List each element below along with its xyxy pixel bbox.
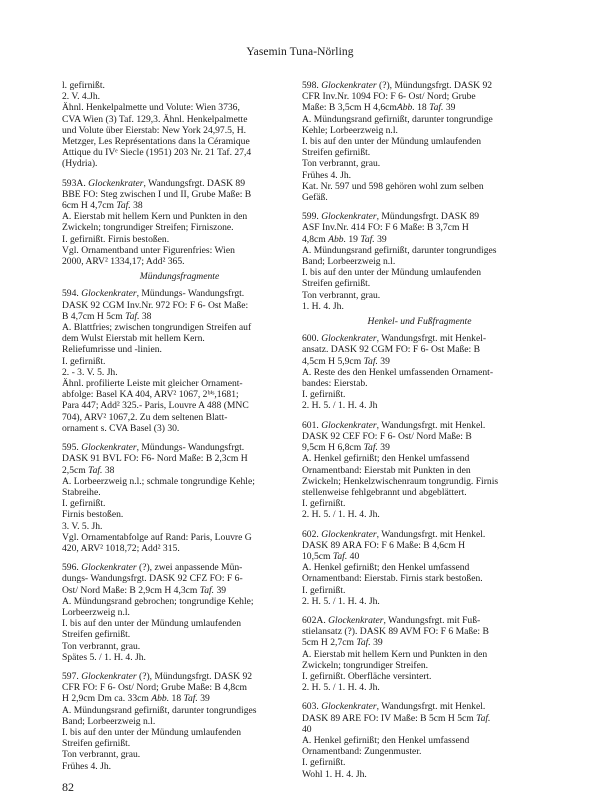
text-segment: Streifen gefirnißt. (62, 738, 131, 750)
text-line (62, 200, 297, 211)
text-segment: 602. (302, 528, 322, 540)
text-segment: ASF Inv.Nr. 414 FO: F 6 Maße: B 3,7cm H (302, 222, 469, 234)
text-line (302, 540, 537, 551)
text-segment: 2. H. 5. / 1. H. 4. Jh. (302, 682, 380, 694)
text-line (62, 749, 297, 760)
italic-term: Glockenkrater (321, 333, 377, 345)
text-segment: I. gefirnißt. (302, 584, 346, 596)
text-segment: I. gefirnißt. (302, 498, 346, 510)
text-line (62, 378, 297, 389)
text-line (302, 222, 537, 233)
text-line (302, 234, 537, 245)
italic-term: Glockenkrater (321, 419, 377, 431)
italic-term: Taf. (360, 233, 375, 245)
text-segment: 597. (62, 670, 82, 682)
text-segment: Ornamentband: Eierstab. Firnis stark bestoßen. (302, 573, 483, 585)
text-segment: 10,5cm (302, 550, 333, 562)
text-segment: Gefäß. (302, 192, 328, 204)
text-segment: 6cm H 4,7cm (62, 200, 117, 212)
text-segment: Spätes 5. / 1. H. 4. Jh. (62, 651, 146, 663)
text-line (62, 671, 297, 682)
italic-term: Taf. (183, 693, 198, 705)
text-segment: 596. (62, 562, 82, 574)
text-segment: 40 (302, 723, 312, 735)
text-segment: 38 (130, 200, 143, 212)
text-line (62, 738, 297, 749)
entry-gap (302, 203, 537, 211)
text-segment: CFR FO: F 6- Ost/ Nord; Grube Maße: B 4,8cm (62, 682, 247, 694)
text-segment: 18 (414, 102, 430, 114)
text-line (302, 465, 537, 476)
text-line (302, 278, 537, 289)
entry-gap (62, 554, 297, 562)
text-segment: I. gefirnißt. (302, 757, 346, 769)
text-segment: I. gefirnißt. (302, 389, 346, 401)
text-segment: 39 (377, 442, 390, 454)
text-segment: A. Henkel gefirnißt; den Henkel umfassend (302, 453, 470, 465)
text-line (302, 136, 537, 147)
text-line (62, 509, 297, 520)
text-line (62, 442, 297, 453)
italic-term: Glockenkrater (321, 701, 377, 713)
text-segment: BBE FO: Steg zwischen I und II, Grube Maße: B (62, 188, 252, 200)
text-segment: , Wandungsfrgt. mit Henkel- (376, 333, 487, 345)
text-segment: Streifen gefirnißt. (302, 278, 371, 290)
italic-term: Taf. (356, 637, 371, 649)
text-segment: Metzger, Les Représentations dans la Céramique (62, 136, 250, 148)
italic-term: Abb. (151, 693, 170, 705)
text-segment: Ost/ Nord Maße: B 2,9cm H 4,3cm (62, 584, 200, 596)
text-segment: Frühes 4. Jh. (302, 169, 352, 181)
text-line (62, 288, 297, 299)
text-line (302, 757, 537, 768)
italic-term: Glockenkrater (81, 670, 137, 682)
text-segment: 600. (302, 333, 322, 345)
text-line (302, 442, 537, 453)
text-segment: DASK 89 ARE FO: IV Maße: B 5cm H 5cm (302, 712, 477, 724)
text-segment: 39 (443, 102, 456, 114)
text-line (62, 114, 297, 125)
text-line (62, 311, 297, 322)
text-line (302, 256, 537, 267)
text-segment: A. Eierstab mit hellem Kern und Punkten in den (302, 648, 488, 660)
text-segment: 1. H. 4. Jh. (302, 300, 344, 312)
text-line (62, 322, 297, 333)
text-segment: Attique du IVᵉ Siecle (1951) 203 Nr. 21 Taf. 27,4 (62, 147, 252, 159)
text-segment: Firnis bestoßen. (62, 509, 124, 521)
text-segment: I. gefirnißt. (62, 355, 106, 367)
text-segment: A. Lorbeerzweig n.l.; schmale tongrundige Kehle; (62, 475, 255, 487)
text-line (302, 596, 537, 607)
text-line (302, 290, 537, 301)
text-line (302, 181, 537, 192)
text-segment: l. gefirnißt. (62, 80, 105, 91)
text-segment: Vgl. Ornamentband unter Figurenfries: Wien (62, 244, 235, 256)
text-line (302, 378, 537, 389)
text-segment: Para 447; Add² 325.- Paris, Louvre A 488 (MNC (62, 400, 249, 412)
text-line (62, 562, 297, 573)
italic-term: Glockenkrater (321, 528, 377, 540)
italic-term: Glockenkrater (328, 614, 384, 626)
text-segment: A. Henkel gefirnißt; den Henkel umfassend (302, 562, 470, 574)
text-line (302, 245, 537, 256)
text-segment: , Mündungs- Wandungsfrgt. (136, 442, 245, 454)
text-line (302, 487, 537, 498)
italic-term: Glockenkrater (88, 177, 144, 189)
text-line (62, 234, 297, 245)
text-segment: A. Reste des den Henkel umfassenden Ornament- (302, 366, 494, 378)
text-segment: 593A. (62, 177, 89, 189)
text-segment: stielansatz (?). DASK 89 AVM FO: F 6 Maße: B (302, 626, 489, 638)
text-segment: 2. - 3. V. 5. Jh. (62, 366, 118, 378)
text-segment: DASK 91 BVL FO: F6- Nord Maße: B 2,3cm H (62, 453, 248, 465)
text-segment: , Mündungs- Wandungsfrgt. (136, 288, 245, 300)
italic-term: Glockenkrater (321, 211, 377, 223)
text-line (302, 682, 537, 693)
text-segment: Ton verbrannt, grau. (62, 749, 141, 761)
italic-term: Taf. (199, 584, 215, 596)
text-line (62, 727, 297, 738)
text-line (302, 125, 537, 136)
italic-term: Taf. (429, 102, 444, 114)
text-segment: 39 (374, 233, 387, 245)
text-line (302, 660, 537, 671)
text-segment: und Volute über Eierstab: New York 24,97.5, H. (62, 124, 247, 136)
text-line (62, 532, 297, 543)
italic-term: Glockenkrater (81, 288, 137, 300)
text-line (62, 641, 297, 652)
text-line (302, 420, 537, 431)
text-line (302, 551, 537, 562)
text-segment: 420, ARV² 1018,72; Add² 315. (62, 542, 180, 554)
text-line (62, 716, 297, 727)
text-segment: I. bis auf den unter der Mündung umlaufenden (62, 618, 242, 630)
text-line (302, 498, 537, 509)
text-line (302, 267, 537, 278)
text-segment: DASK 89 ARA FO: F 6 Maße: B 4,6cm H (302, 539, 466, 551)
text-segment: 2. H. 5. / 1. H. 4. Jh (302, 400, 378, 412)
text-line (62, 178, 297, 189)
text-line (62, 521, 297, 532)
italic-term: Abb. (396, 102, 415, 114)
text-segment: dem Wulst Eierstab mit hellem Kern. (62, 333, 205, 345)
text-segment: bandes: Eierstab. (302, 378, 368, 390)
text-line (62, 344, 297, 355)
text-line (62, 389, 297, 400)
italic-term: Glockenkrater (81, 442, 137, 454)
text-segment: Ornamentband: Zungenmuster. (302, 746, 422, 758)
text-line (302, 211, 537, 222)
text-line (62, 761, 297, 772)
text-segment: I. bis auf den unter der Mündung umlaufenden (302, 136, 482, 148)
text-segment: , Wandungsfrgt. mit Henkel. (376, 528, 486, 540)
text-line (302, 102, 537, 113)
italic-term: Taf. (363, 442, 378, 454)
text-segment: , Wandungsfrgt. mit Henkel. (376, 701, 486, 713)
entry-gap (302, 607, 537, 615)
text-line (302, 301, 537, 312)
text-segment: ornament s. CVA Basel (3) 30. (62, 422, 180, 434)
text-line (62, 222, 297, 233)
text-segment: 594. (62, 288, 82, 300)
text-segment: 2. H. 5. / 1. H. 4. Jh. (302, 595, 380, 607)
text-line (62, 596, 297, 607)
text-segment: A. Henkel gefirnißt; den Henkel umfassend (302, 734, 470, 746)
text-segment: Wohl 1. H. 4. Jh. (302, 768, 367, 780)
text-segment: Zwickeln; tongrundiger Streifen. (302, 659, 429, 671)
text-line (302, 585, 537, 596)
text-segment: I. gefirnißt. Firnis bestoßen. (62, 233, 170, 245)
text-line (62, 256, 297, 267)
text-segment: 598. (302, 80, 322, 91)
text-segment: 4,8cm (302, 233, 329, 245)
text-segment: Maße: B 3,5cm H 4,6cm (302, 102, 397, 114)
entry-gap (62, 663, 297, 671)
text-segment: Ton verbrannt, grau. (302, 158, 381, 170)
text-line (62, 453, 297, 464)
text-segment: A. Mündungsrand gebrochen; tongrundige Kehle; (62, 595, 254, 607)
text-line (302, 192, 537, 203)
text-line (302, 367, 537, 378)
text-line (302, 562, 537, 573)
text-segment: DASK 92 CGM Inv.Nr. 972 FO: F 6- Ost Maße: (62, 299, 249, 311)
italic-term: Taf. (125, 310, 140, 322)
text-line (62, 136, 297, 147)
text-line (62, 618, 297, 629)
text-segment: (?), Mündungsfrgt. DASK 92 (136, 670, 253, 682)
page-number: 82 (62, 780, 74, 794)
text-segment: 2. V. 4.Jh. (62, 91, 101, 103)
text-line (62, 158, 297, 169)
text-segment: 601. (302, 419, 322, 431)
text-segment: I. gefirnißt. Oberfläche versintert. (302, 670, 432, 682)
text-segment: Vgl. Ornamentabfolge auf Rand: Paris, Louvre G (62, 531, 252, 543)
italic-term: Abb. (328, 233, 346, 245)
text-segment: , Wandungsfrgt. mit Henkel. (376, 419, 486, 431)
text-segment: A. Mündungsrand gefirnißt, darunter tongrundige (302, 113, 493, 125)
text-line (62, 300, 297, 311)
text-segment: I. gefirnißt. (62, 498, 106, 510)
running-head: Yasemin Tuna-Nörling (246, 46, 354, 58)
left-column (62, 80, 297, 772)
entry-gap (302, 521, 537, 529)
text-line (62, 102, 297, 113)
text-segment: Zwickeln; tongrundiger Streifen; Firniszone. (62, 222, 234, 234)
text-segment: 595. (62, 442, 82, 454)
text-line (62, 412, 297, 423)
text-segment: , Wandungsfrgt. mit Fuß- (383, 614, 481, 626)
text-segment: Stabreihe. (62, 486, 101, 498)
text-segment: CVA Wien (3) Taf. 129,3. Ähnl. Henkelpalmette (62, 113, 248, 125)
text-segment: A. Blattfries; zwischen tongrundigen Streifen auf (62, 322, 252, 334)
text-segment: , Mündungsfrgt. DASK 89 (376, 211, 480, 223)
text-segment: A. Mündungsrand gefirnißt, darunter tongrundiges (302, 244, 497, 256)
text-line (62, 80, 297, 91)
text-segment: Kehle; Lorbeerzweig n.l. (302, 124, 398, 136)
text-line (302, 170, 537, 181)
text-line (62, 400, 297, 411)
text-segment: 39 (377, 355, 390, 367)
text-segment: (Hydria). (62, 158, 98, 170)
text-line (302, 637, 537, 648)
text-line (302, 158, 537, 169)
text-line (62, 356, 297, 367)
text-segment: abfolge: Basel KA 404, ARV² 1067, 2ᵇⁱˢ,1681; (62, 389, 239, 401)
text-line (302, 344, 537, 355)
text-line (302, 649, 537, 660)
text-segment: B 4,7cm H 5cm (62, 310, 126, 322)
text-line (302, 573, 537, 584)
text-segment: 9,5cm H 6,8cm (302, 442, 364, 454)
text-line (62, 367, 297, 378)
text-segment: dungs- Wandungsfrgt. DASK 92 CFZ FO: F 6- (62, 573, 243, 585)
italic-term: Taf. (363, 355, 378, 367)
text-segment: 5cm H 2,7cm (302, 637, 357, 649)
text-line (302, 114, 537, 125)
text-segment: 39 (197, 693, 210, 705)
text-segment: 704), ARV² 1067,2. Zu dem seltenen Blatt- (62, 411, 228, 423)
text-segment: 2000, ARV² 1334,17; Add² 365. (62, 256, 185, 268)
text-line (302, 453, 537, 464)
text-segment: I. bis auf den unter der Mündung umlaufenden (302, 267, 482, 279)
text-segment: Ähnl. Henkelpalmette und Volute: Wien 3736, (62, 102, 240, 114)
italic-term: Glockenkrater (81, 562, 137, 574)
text-segment: 19 (345, 233, 361, 245)
text-line (302, 91, 537, 102)
text-line (302, 769, 537, 780)
text-line (302, 724, 537, 735)
text-segment: 39 (214, 584, 227, 596)
text-line (302, 333, 537, 344)
text-line (62, 607, 297, 618)
text-line (302, 476, 537, 487)
text-segment: Lorbeerzweig n.l. (62, 606, 130, 618)
italic-term: Taf. (476, 712, 491, 724)
text-segment: stellenweise fehlgebrannt und abgeblättert. (302, 486, 467, 498)
text-segment: Reliefumrisse und -linien. (62, 344, 162, 356)
text-line (302, 509, 537, 520)
text-line (62, 245, 297, 256)
right-column (302, 80, 537, 780)
text-segment: 40 (347, 550, 360, 562)
text-line (302, 701, 537, 712)
text-line (302, 735, 537, 746)
text-line (302, 356, 537, 367)
text-segment: Zwickeln; Henkelzwischenraum tongrundig. Firnis (302, 475, 499, 487)
text-segment: ansatz. DASK 92 CGM FO: F 6- Ost Maße: B (302, 344, 481, 356)
text-line (62, 498, 297, 509)
text-segment: 602A. (302, 614, 329, 626)
text-line (302, 431, 537, 442)
text-line (62, 693, 297, 704)
text-segment: DASK 92 CEF FO: F 6- Ost/ Nord Maße: B (302, 430, 472, 442)
text-line (62, 476, 297, 487)
text-segment: 3. V. 5. Jh. (62, 520, 103, 532)
text-line (62, 333, 297, 344)
italic-term: Taf. (332, 550, 348, 562)
text-line (62, 91, 297, 102)
entry-gap (302, 693, 537, 701)
text-segment: 38 (102, 464, 115, 476)
text-segment: I. bis auf den unter der Mündung umlaufenden (62, 726, 242, 738)
text-segment: 39 (370, 637, 383, 649)
text-segment: Ähnl. profilierte Leiste mit gleicher Ornament- (62, 378, 243, 390)
italic-term: Taf. (88, 464, 103, 476)
text-line (62, 573, 297, 584)
text-segment: 599. (302, 211, 322, 223)
text-line (62, 543, 297, 554)
text-segment: Ton verbrannt, grau. (62, 640, 141, 652)
text-segment: (?), Mündungsfrgt. DASK 92 (376, 80, 493, 91)
text-segment: Streifen gefirnißt. (62, 629, 131, 641)
text-segment: , Wandungsfrgt. DASK 89 (143, 177, 246, 189)
text-segment: Ornamentband: Eierstab mit Punkten in den (302, 464, 471, 476)
text-segment: 603. (302, 701, 322, 713)
text-segment: Band; Lorbeerzweig n.l. (62, 715, 156, 727)
italic-term: Taf. (116, 200, 131, 212)
text-line (62, 682, 297, 693)
text-segment: 2. H. 5. / 1. H. 4. Jh. (302, 509, 380, 521)
text-segment: 18 (169, 693, 184, 705)
text-line (62, 705, 297, 716)
text-line (62, 125, 297, 136)
text-line (302, 746, 537, 757)
text-segment: Kat. Nr. 597 und 598 gehören wohl zum selben (302, 180, 484, 192)
text-line (62, 487, 297, 498)
text-line (302, 713, 537, 724)
italic-term: Glockenkrater (321, 80, 377, 91)
text-line (302, 529, 537, 540)
text-segment: Band; Lorbeerzweig n.l. (302, 256, 396, 268)
text-segment: 4,5cm H 5,9cm (302, 355, 364, 367)
text-line (62, 211, 297, 222)
text-line (302, 80, 537, 91)
text-line (62, 585, 297, 596)
text-line (302, 147, 537, 158)
text-line (302, 615, 537, 626)
text-line (302, 671, 537, 682)
text-segment: CFR Inv.Nr. 1094 FO: F 6- Ost/ Nord; Grube (302, 91, 476, 103)
text-segment: 38 (139, 310, 152, 322)
text-line (62, 465, 297, 476)
text-line (62, 652, 297, 663)
text-line (302, 400, 537, 411)
text-segment: A. Mündungsrand gefirnißt, darunter tongrundiges (62, 704, 257, 716)
text-line (62, 629, 297, 640)
text-line (62, 147, 297, 158)
section-heading: Henkel- und Fußfragmente (367, 316, 472, 328)
entry-gap (62, 170, 297, 178)
entry-gap (302, 412, 537, 420)
text-line (302, 626, 537, 637)
text-segment: Streifen gefirnißt. (302, 147, 371, 159)
text-segment: 2,5cm (62, 464, 89, 476)
text-segment: Frühes 4. Jh. (62, 760, 112, 772)
text-line (62, 189, 297, 200)
text-segment: H 2,9cm Dm ca. 33cm (62, 693, 152, 705)
entry-gap (62, 434, 297, 442)
text-segment: Ton verbrannt, grau. (302, 289, 381, 301)
text-segment: A. Eierstab mit hellem Kern und Punkten in den (62, 211, 248, 223)
text-line (302, 389, 537, 400)
section-heading: Mündungsfragmente (139, 271, 220, 283)
text-line (62, 423, 297, 434)
text-segment: (?), zwei anpassende Mün- (136, 562, 243, 574)
